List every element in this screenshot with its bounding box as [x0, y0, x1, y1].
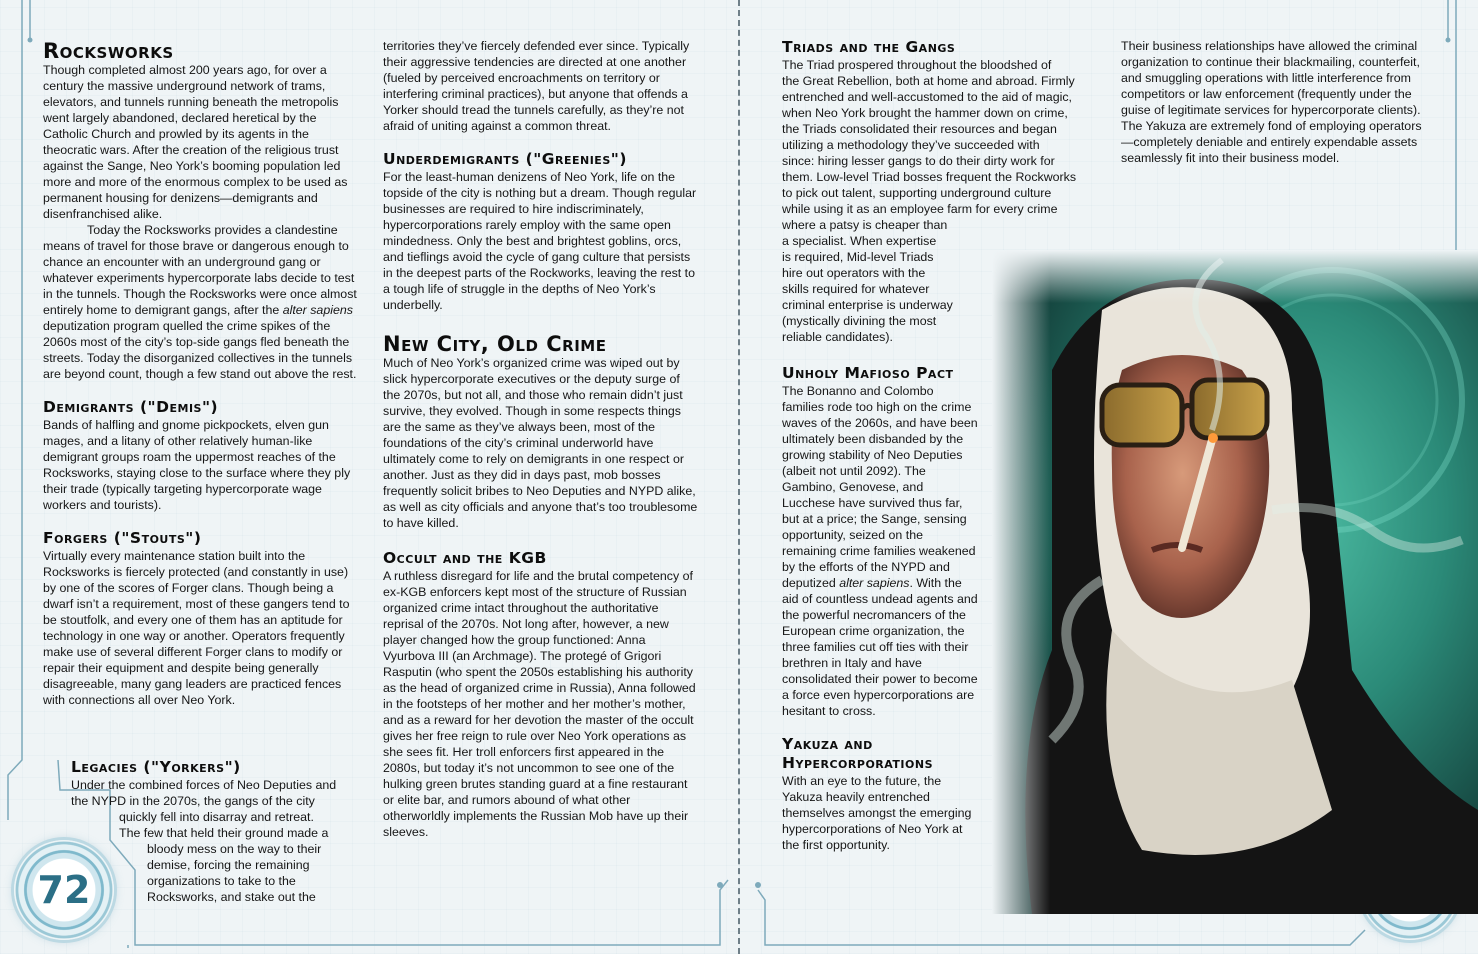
underdemigrants-paragraph: For the least-human denizens of Neo York, life on the topside of the city is nothing but a dream. Though regular businesses are required to hire indiscriminately, hypercorporations rarely employ with the same open mindedness. Only the best and brightest goblins, orcs, and tieflings avoid the cycle of gang culture that persists in the deepest parts of the Rockworks, leaving the rest to a tough life of struggle in the depths of Neo York’s underbelly.	[383, 170, 697, 312]
heading-rocksworks: Rocksworks	[43, 39, 174, 63]
triads-line: is required, Mid-level Triads	[782, 250, 934, 264]
legacies-section	[71, 758, 371, 905]
triads-line: (mystically divining the most	[782, 314, 937, 328]
page-gutter	[738, 0, 740, 954]
triads-line: the Triads consolidated their resources and began	[782, 122, 1057, 136]
heading-legacies: Legacies ("Yorkers")	[71, 758, 241, 776]
rocksworks-paragraph-2: Today the Rocksworks provides a clandestine means of travel for those brave or dangerous enough to chance an encounter with an underground gang or whatever experiments hypercorporate labs decide to test in the tunnels. Though the Rocksworks were once almost entirely home to demigrant gangs, after the alter sapiens deputization program quelled the crime spikes of the 2060s most of the city’s top-side gangs fled beneath the streets. Today the disorganized collectives in the tunnels are beyond count, though a few stand out above the rest.	[43, 223, 357, 381]
triads-line: The Triad prospered throughout the bloodshed of	[782, 58, 1052, 72]
legacies-line: Under the combined forces of Neo Deputies and	[71, 778, 337, 792]
yakuza-paragraph: With an eye to the future, the Yakuza heavily entrenched themselves amongst the emerging hypercorporations of Neo York at the first opportunity.	[782, 774, 972, 852]
triads-line: entrenched and well-accustomed to the aid of magic,	[782, 90, 1072, 104]
heading-forgers: Forgers ("Stouts")	[43, 529, 202, 547]
legacies-line: demise, forcing the remaining	[147, 858, 310, 872]
heading-triads: Triads and the Gangs	[782, 38, 956, 56]
right-column-1-triads	[782, 38, 1100, 345]
triads-line: when Neo York brought the hammer down on crime,	[782, 106, 1068, 120]
heading-underdemigrants: Underdemigrants ("Greenies")	[383, 150, 627, 168]
occult-paragraph: A ruthless disregard for life and the brutal competency of ex-KGB enforcers kept most of the structure of Russian organized crime intact throughout the authoritative reprisal of the 2070s. Not long after, however, a new player changed how the group functioned: Anna Vyurbova III (an Archmage). The protegé of Grigori Rasputin (who spent the 2050s establishing his authority as the head of organized crime in Russia), Anna followed in the footsteps of her mother and her mother’s mother, and as a reward for her devotion the master of the occult gives her free reign to rule over Neo York operations as she sees fit. Her troll enforcers first appeared in the 2080s, but today it’s not uncommon to see one of the hulking green brutes standing guard at a fine restaurant or elite bar, and rumors abound of what other otherworldly implements the Russian Mob have up their sleeves.	[383, 569, 696, 839]
rocksworks-paragraph-1: Though completed almost 200 years ago, for over a century the massive underground network of trams, elevators, and tunnels running beneath the metropolis went largely abandoned, declared heretical by the Catholic Church and prowled by its agents in the theocratic wars. After the creation of the religious trust against the Sange, Neo York’s booming population led more and more of the enormous complex to be used as permanent housing for denizens—demigrants and disenfranchised alike.	[43, 63, 348, 221]
left-column-1	[43, 40, 357, 708]
right-column-1-narrow	[782, 364, 978, 853]
legacies-line: quickly fell into disarray and retreat.	[119, 810, 314, 824]
triads-line: hire out operators with the	[782, 266, 926, 280]
triads-line: where a patsy is cheaper than	[782, 218, 948, 232]
heading-new-city-old-crime: New City, Old Crime	[383, 332, 607, 356]
right-column-2	[1121, 38, 1433, 166]
triads-line: the Great Rebellion, both at home and abroad. Firmly	[782, 74, 1075, 88]
heading-demigrants: Demigrants ("Demis")	[43, 398, 219, 416]
left-column-2	[383, 38, 698, 840]
triads-line: criminal enterprise is underway	[782, 298, 953, 312]
mafioso-paragraph: The Bonanno and Colombo families rode too high on the crime waves of the 2060s, and have been ultimately been disbanded by the growing stability of Neo Deputies (albeit not until 2092). The Gambino, Genovese, and Lucchese have survived thus far, but at a price; the Sange, sensing opportunity, seized on the remaining crime families weakened by the efforts of the NYPD and deputized alter sapiens. With the aid of countless undead agents and the powerful necromancers of the European crime organization, the three families cut off ties with their brethren in Italy and have consolidated their power to become a force even hypercorporations are hesitant to cross.	[782, 384, 978, 718]
new-city-paragraph: Much of Neo York’s organized crime was wiped out by slick hypercorporate executives or the deputy surge of the 2070s, but not all, and those who remain didn’t just survive, they evolved. Though in some respects things are the same as they’ve always been, most of the foundations of the city’s criminal underworld have ultimately come to rely on demigrants in one respect or another. Just as they did in days past, mob bosses frequently solicit bribes to Neo Deputies and NYPD alike, as well as city officials and anyone that’s too troublesome to have killed.	[383, 356, 698, 530]
triads-line: them. Low-level Triad bosses frequent the Rockworks	[782, 170, 1077, 184]
heading-unholy-mafioso-pact: Unholy Mafioso Pact	[782, 364, 954, 382]
nun-smoking-illustration	[992, 250, 1478, 914]
legacies-line: the NYPD in the 2070s, the gangs of the city	[71, 794, 315, 808]
heading-yakuza: Yakuza and Hypercorporations	[782, 735, 933, 772]
legacies-continued-paragraph: territories they’ve fiercely defended ever since. Typically their aggressive tendencies are directed at one another (fueled by perceived encroachments on territory or interfering criminal practices), but anyone that offends a Yorker should tread the tunnels carefully, as they’re not afraid of uniting against a common threat.	[383, 39, 690, 133]
triads-line: utilizing a methodology they’ve succeeded with	[782, 138, 1040, 152]
legacies-line: organizations to take to the	[147, 874, 296, 888]
yakuza-continued-paragraph: Their business relationships have allowed the criminal organization to continue their blackmailing, counterfeit, and smuggling operations with little interference from competitors or law enforcement (frequently under the guise of legitimate services for hypercorporate clients). The Yakuza are extremely fond of employing operators—completely deniable and entirely expendable assets seamlessly fit into their business model.	[1121, 39, 1422, 165]
legacies-line: The few that held their ground made a	[119, 826, 329, 840]
legacies-line: Rocksworks, and stake out the	[147, 890, 316, 904]
page-number-left: 72	[14, 840, 114, 940]
triads-line: a specialist. When expertise	[782, 234, 937, 248]
triads-line: reliable candidates).	[782, 330, 893, 344]
legacies-line: bloody mess on the way to their	[147, 842, 322, 856]
demigrants-paragraph: Bands of halfling and gnome pickpockets, elven gun mages, and a litany of other relatively human-like demigrant groups roam the uppermost reaches of the Rocksworks, staying close to the surface where they ply their trade (typically targeting hypercorporate wage workers and tourists).	[43, 418, 351, 512]
triads-line: skills required for whatever	[782, 282, 930, 296]
forgers-paragraph: Virtually every maintenance station built into the Rocksworks is fiercely protected (and constantly in use) by one of the scores of Forger clans. Though being a dwarf isn’t a requirement, most of these gangers tend to be stoutfolk, and every one of them has an aptitude for technology in one way or another. Operators frequently make use of several different Forger clans to modify or repair their equipment and despite being generally disagreeable, many gang leaders are practiced fences with connections all over Neo York.	[43, 549, 350, 707]
triads-line: while using it as an employee farm for every crime	[782, 202, 1058, 216]
triads-line: since: hiring lesser gangs to do their dirty work for	[782, 154, 1055, 168]
triads-line: to pick out talent, supporting underground culture	[782, 186, 1052, 200]
heading-occult-kgb: Occult and the KGB	[383, 549, 547, 567]
